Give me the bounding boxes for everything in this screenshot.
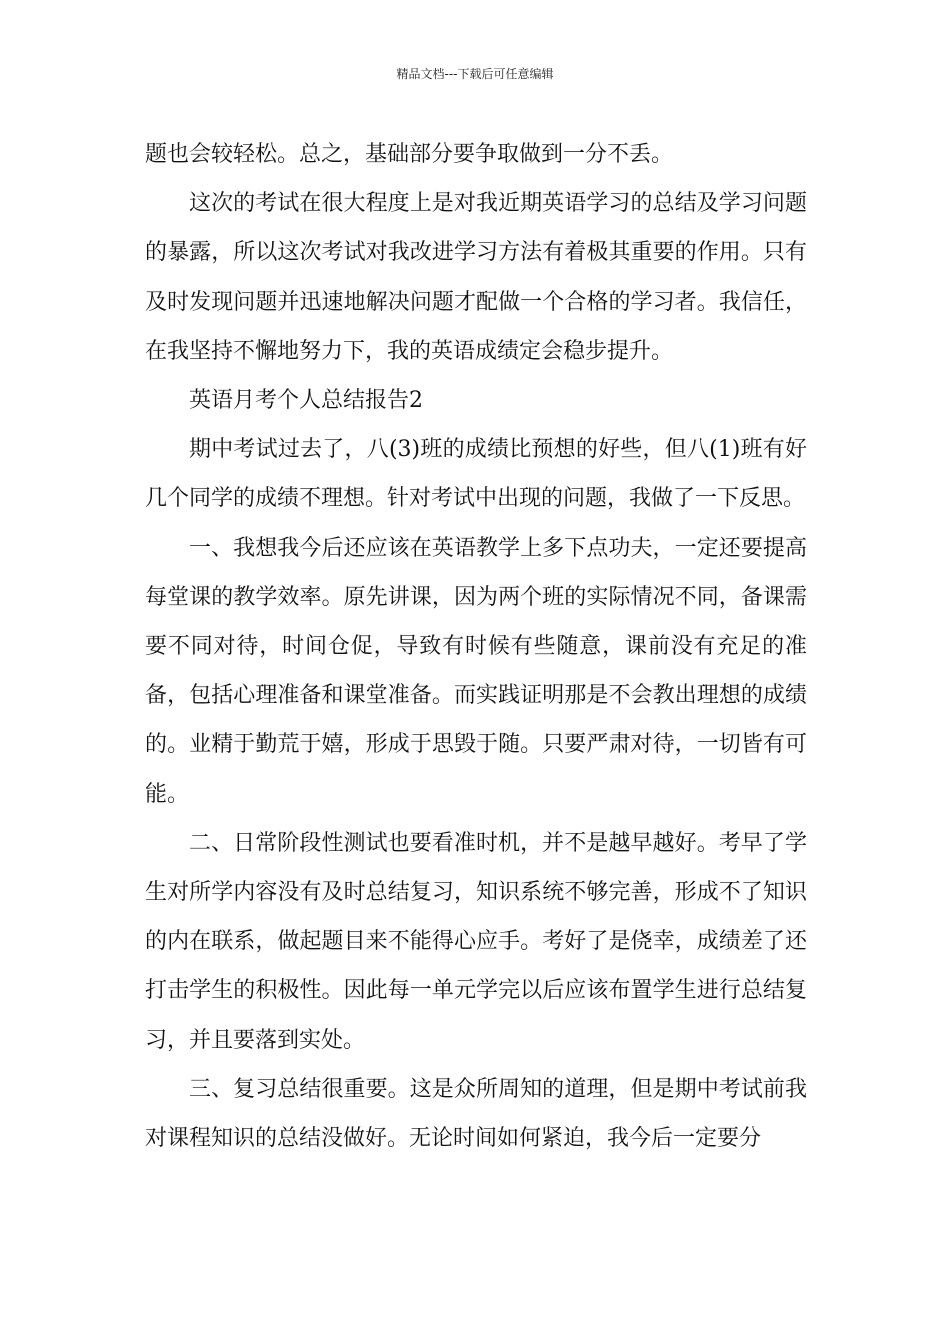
paragraph-1: 题也会较轻松。总之，基础部分要争取做到一分不丢。 [145, 142, 674, 167]
paragraph-3: 期中考试过去了，八(3)班的成绩比预想的好些，但八(1)班有好几个同学的成绩不理想。针对考试中出现的问题，我做了一下反思。 [145, 437, 807, 512]
paragraph-2: 这次的考试在很大程度上是对我近期英语学习的总结及学习问题的暴露，所以这次考试对我改进学习方法有着极其重要的作用。只有及时发现问题并迅速地解决问题才配做一个合格的学习者。我信任，在我坚持不懈地努力下，我的英语成绩定会稳步提升。 [145, 191, 807, 364]
document-body [145, 130, 807, 1163]
page-header: 精品文档---下载后可任意编辑 [396, 67, 554, 81]
paragraph-6: 三、复习总结很重要。这是众所周知的道理，但是期中考试前我对课程知识的总结没做好。无论时间如何紧迫，我今后一定要分 [145, 1076, 807, 1152]
section-heading: 英语月考个人总结报告2 [189, 388, 423, 414]
paragraph-4: 一、我想我今后还应该在英语教学上多下点功夫，一定还要提高每堂课的教学效率。原先讲课，因为两个班的实际情况不同，备课需要不同对待，时间仓促，导致有时候有些随意，课前没有充足的准备，包括心理准备和课堂准备。而实践证明那是不会教出理想的成绩的。业精于勤荒于嬉，形成于思毁于随。只要严肃对待，一切皆有可能。 [145, 535, 807, 807]
paragraph-5: 二、日常阶段性测试也要看准时机，并不是越早越好。考早了学生对所学内容没有及时总结复习，知识系统不够完善，形成不了知识的内在联系，做起题目来不能得心应手。考好了是侥幸，成绩差了还打击学生的积极性。因此每一单元学完以后应该布置学生进行总结复习，并且要落到实处。 [145, 830, 807, 1053]
